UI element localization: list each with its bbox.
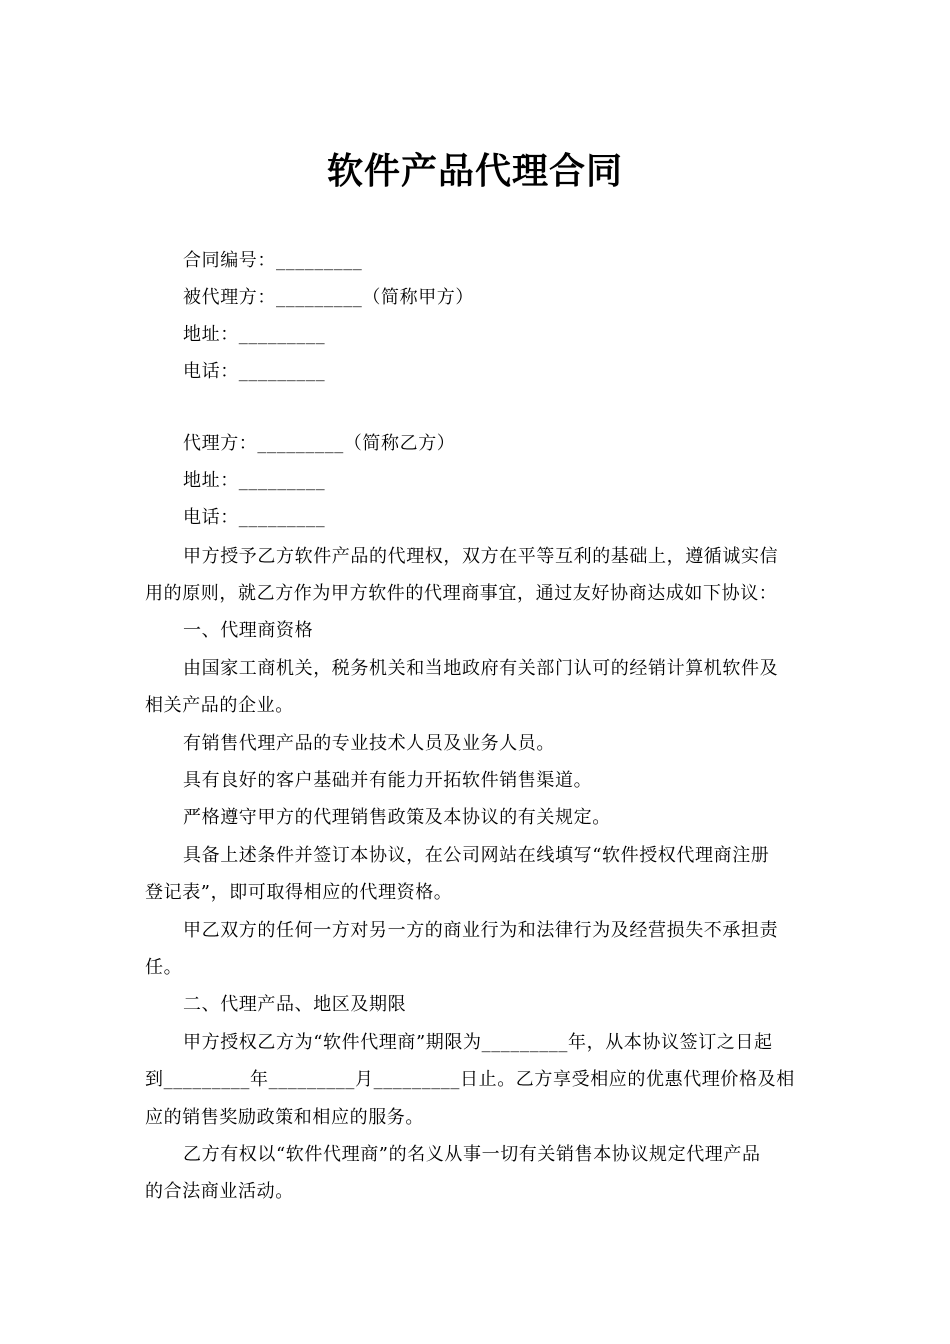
paragraph-line: 乙方有权以“软件代理商”的名义从事一切有关销售本协议规定代理产品 [183, 1144, 761, 1165]
paragraph-line: 甲乙双方的任何一方对另一方的商业行为和法律行为及经营损失不承担责 [183, 920, 779, 941]
section-heading-1: 一、代理商资格 [183, 620, 314, 641]
paragraph-line: 严格遵守甲方的代理销售政策及本协议的有关规定。 [183, 807, 611, 828]
paragraph-line: 具备上述条件并签订本协议，在公司网站在线填写“软件授权代理商注册 [183, 845, 770, 866]
paragraph-line: 相关产品的企业。 [145, 695, 294, 716]
paragraph-line: 任。 [145, 957, 183, 978]
section-heading-2: 二、代理产品、地区及期限 [183, 994, 407, 1015]
paragraph-line: 由国家工商机关，税务机关和当地政府有关部门认可的经销计算机软件及 [183, 658, 779, 679]
paragraph-line: 到_________年_________月_________日止。乙方享受相应的优惠代理价格及相 [145, 1069, 795, 1090]
agent-phone-field: 电话：_________ [183, 507, 326, 528]
preamble-line-2: 用的原则，就乙方作为甲方软件的代理商事宜，通过友好协商达成如下协议： [145, 583, 778, 604]
paragraph-line: 甲方授权乙方为“软件代理商”期限为_________年，从本协议签订之日起 [183, 1032, 773, 1053]
document-title: 软件产品代理合同 [326, 151, 623, 192]
principal-phone-field: 电话：_________ [183, 361, 326, 382]
principal-party-field: 被代理方：_________（简称甲方） [183, 287, 474, 308]
paragraph-line: 应的销售奖励政策和相应的服务。 [145, 1107, 424, 1128]
principal-address-field: 地址：_________ [183, 324, 326, 345]
paragraph-line: 有销售代理产品的专业技术人员及业务人员。 [183, 733, 555, 754]
agent-address-field: 地址：_________ [183, 470, 326, 491]
agent-party-field: 代理方：_________（简称乙方） [183, 433, 456, 454]
paragraph-line: 的合法商业活动。 [145, 1181, 294, 1202]
contract-number-field: 合同编号：_________ [183, 250, 363, 271]
paragraph-line: 登记表”，即可取得相应的代理资格。 [145, 882, 453, 903]
preamble-line-1: 甲方授予乙方软件产品的代理权，双方在平等互利的基础上，遵循诚实信 [183, 546, 779, 567]
paragraph-line: 具有良好的客户基础并有能力开拓软件销售渠道。 [183, 770, 593, 791]
